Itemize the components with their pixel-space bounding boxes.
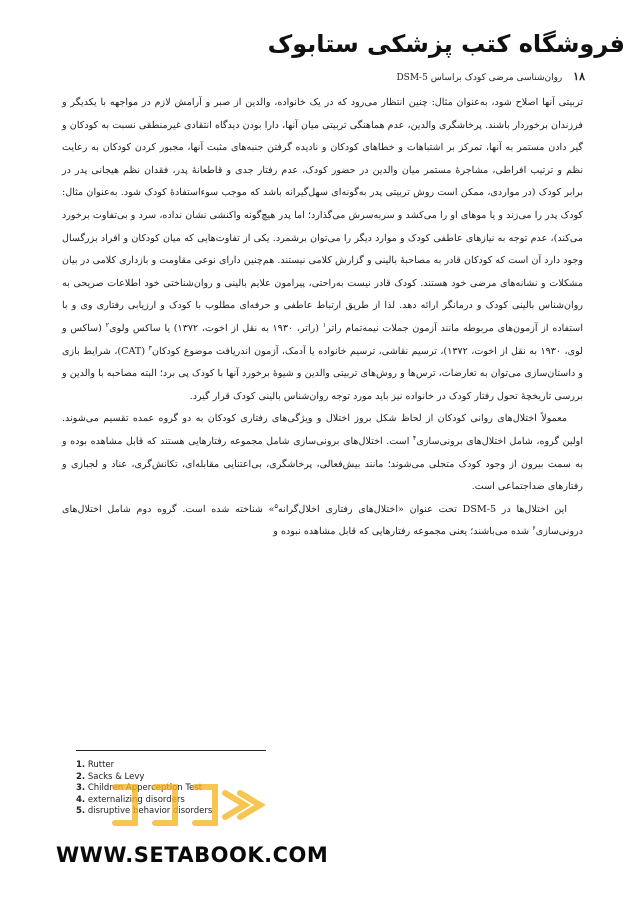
setabook-logo-icon [95, 775, 275, 835]
footnote-number: 4. [76, 794, 86, 805]
text-run: این اختلال‌ها در DSM-5 تحت عنوان «اختلال‌های رفتاری اخلال‌گرانه [278, 503, 567, 515]
body-text [62, 92, 583, 544]
text-run: تربیتی آنها اصلاح شود، به‌عنوان مثال: چنین انتظار می‌رود که در یک خانواده، والدین از صبر و آرامش لازم در مواجهه با یکدیگر و فرزندان برخوردار باشند. پرخاشگری والدین، عدم هماهنگی تربیتی میان آنها، دارا بودن دیدگاه انتقادی غیرمنطقی نسبت به کودکان و گیر دادن مستمر به آنها، تمرکز بر اشتباهات و خطاهای کودکان و نادیده گرفتن جنبه‌های مثبت آنها، مجبور کردن کودکان به رعایت نظم و ترتیب افراطی، مشاجرهٔ مستمر میان والدین در حضور کودک، عدم رفتار جدی و قاطعانهٔ پدر، فقدان نظم هیجانی پدر در برابر کودک (در مواردی، ممکن است روش تربیتی پدر به‌گونه‌ای سهل‌گیرانه باشد که موجب سوءاستفادهٔ کودک شود. به‌عنوان مثال: کودک پدر را می‌زند و یا موهای او را می‌کشد و سربه‌سرش می‌گذارد؛ اما پدر هیچ‌گونه واکنشی نشان نداده، سرد و بی‌تفاوت برخورد می‌کند)، عدم توجه به نیازهای عاطفی کودک و موارد دیگر را می‌توان برشمرد. یکی از تفاوت‌هایی که میان کودکان و افراد بزرگسال وجود دارد آن است که کودکان قادر به مصاحبهٔ بالینی و گزارش کلامی نیستند. هم‌چنین دارای نوعی مقاومت و بازداری کلامی در بیان مشکلات و نشانه‌های مرضی خود هستند. کودک قادر نیست به‌راحتی، پیرامون علایم بالینی و روان‌شناختی خود اطلاعات صریحی به روان‌شناس بالینی کودک و درمانگر ارائه دهد. لذا از طریق ارتباط عاطفی و حرفه‌ای مطلوب با کودک و ارزیابی رفتاری وی و با استفاده از آزمون‌های مربوطه مانند آزمون جملات نیمه‌تمام راتر [62, 97, 583, 334]
paragraph-3 [62, 499, 583, 544]
footnote-text: Sacks & Levy [87, 771, 145, 782]
website-url: WWW.SETABOOK.COM [56, 843, 329, 867]
footnote-ref: ۵ [274, 501, 279, 510]
footnote-divider [76, 750, 266, 751]
text-run: شده می‌باشند؛ یعنی مجموعه رفتارهایی که قابل مشاهده نبوده و [273, 526, 533, 538]
footnote-ref: ۴ [412, 433, 417, 442]
text-run: » شناخته شده است. گروه دوم شامل اختلال‌های درونی‌سازی [62, 503, 583, 538]
running-head [50, 70, 585, 86]
footnote-text: disruptive behavior disorders [87, 806, 213, 817]
text-run: (ساکس و لوی، ۱۹۳۰ به نقل از اخوت، ۱۳۷۲)، ترسیم نقاشی، ترسیم خانواده یا آدمک، آزمون اندریافت موضوع کودکان [62, 322, 583, 357]
footnote-item [76, 760, 316, 772]
footnote-ref: ۱ [322, 320, 327, 329]
footnote-text: Children Apperception Test [87, 783, 203, 794]
footnote-ref: ۳ [148, 343, 152, 352]
footnote-text: externalizing disorders [87, 794, 185, 805]
footnote-ref: ۶ [532, 524, 536, 533]
text-run: (CAT)، شرایط بازی و داستان‌سازی می‌توان به تعارضات، ترس‌ها و روش‌های تربیتی والدین و شیوهٔ برخورد آنها با کودک پی برد؛ البته مصاحبه با والدین و بررسی تاریخچهٔ تحول رفتار کودک در خانواده نیز باید مورد توجه روان‌شناس بالینی کودک قرار گیرد. [62, 345, 583, 402]
footnote-text: Rutter [87, 760, 115, 770]
paragraph-1 [62, 92, 583, 408]
text-run: (راتر، ۱۹۳۰ به نقل از اخوت، ۱۳۷۲) یا ساکس ولوی [109, 322, 323, 334]
paragraph-2 [62, 408, 583, 498]
footnote-number: 1. [76, 760, 86, 770]
text-run: معمولاً اختلال‌های روانی کودکان از لحاظ شکل بروز اختلال و ویژگی‌های رفتاری کودکان به دو گروه عمده تقسیم می‌شوند. اولین گروه، شامل اختلال‌های برونی‌سازی [62, 413, 583, 447]
footnote-number: 5. [76, 806, 86, 817]
store-title: فروشگاه کتب پزشکی ستابوک [267, 30, 625, 58]
footnote-number: 2. [76, 771, 86, 782]
text-run: است. اختلال‌های برونی‌سازی شامل مجموعه رفتارهایی هستند که قابل مشاهده بوده و به سمت بیرون از وجود کودک متجلی می‌شوند؛ مانند بیش‌فعالی، پرخاشگری، بی‌اعتنایی مقابله‌ای، تکانش‌گری، عناد و لجبازی و رفتارهای ضداجتماعی است. [62, 435, 583, 493]
footnote-number: 3. [76, 783, 86, 794]
running-title: روان‌شناسی مرضی کودک براساس DSM-5 [396, 73, 563, 83]
footnote-ref: ۲ [105, 320, 110, 329]
page-number: ۱۸ [573, 70, 585, 83]
